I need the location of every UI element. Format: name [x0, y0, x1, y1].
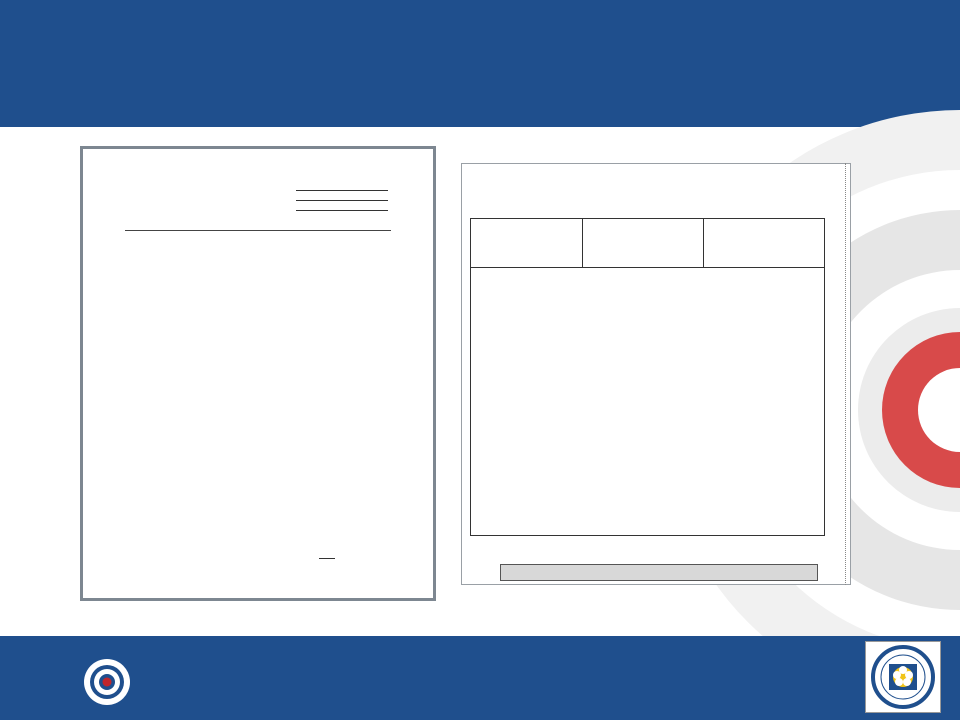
katz-header-independence	[583, 219, 704, 267]
barthel-meta	[248, 185, 388, 215]
katz-index-form	[461, 163, 851, 585]
target-logo-icon	[82, 657, 132, 707]
date-line	[296, 205, 388, 211]
patient-name-line	[296, 185, 388, 191]
barthel-total	[316, 554, 335, 561]
barthel-column-header	[125, 229, 391, 231]
katz-header-activities	[471, 219, 583, 267]
barthel-total-line	[319, 554, 335, 559]
barthel-index-form	[80, 146, 436, 601]
rater-name-line	[296, 195, 388, 201]
katz-total-bar	[500, 564, 818, 581]
seal-icon	[866, 642, 940, 712]
katz-table	[470, 218, 825, 536]
katz-page-edge	[845, 163, 852, 585]
idop-logo	[18, 640, 168, 716]
association-seal-logo	[865, 641, 941, 713]
footer-banner	[0, 636, 960, 720]
katz-header-dependence	[704, 219, 824, 267]
katz-header-row	[471, 219, 824, 268]
